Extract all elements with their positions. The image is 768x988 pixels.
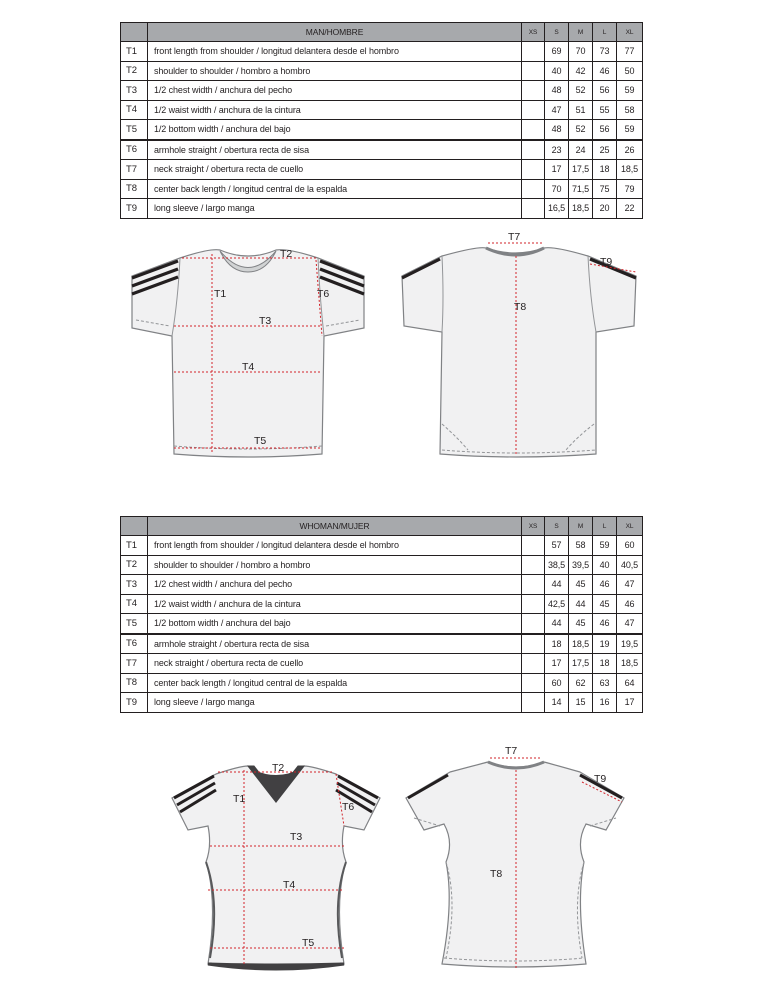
value-xl-cell: 40,5 [617, 555, 643, 575]
value-s-cell: 16,5 [545, 199, 569, 219]
measure-code-cell: T8 [121, 673, 148, 693]
measure-code-cell: T2 [121, 555, 148, 575]
value-xl-cell: 22 [617, 199, 643, 219]
t5-label: T5 [302, 937, 315, 949]
t4-label: T4 [242, 361, 255, 373]
value-xl-cell: 47 [617, 575, 643, 595]
value-s-cell: 23 [545, 140, 569, 160]
measure-description-cell: shoulder to shoulder / hombro a hombro [148, 555, 522, 575]
table-row [121, 199, 643, 219]
table-row [121, 140, 643, 160]
measure-code-cell: T4 [121, 100, 148, 120]
value-xl-cell: 79 [617, 179, 643, 199]
table-row [121, 673, 643, 693]
value-xs-cell [522, 179, 545, 199]
value-s-cell: 48 [545, 81, 569, 101]
size-header-m: M [569, 23, 593, 42]
measure-code-cell: T3 [121, 81, 148, 101]
measure-description-cell: 1/2 chest width / anchura del pecho [148, 81, 522, 101]
measure-code-cell: T1 [121, 42, 148, 62]
value-s-cell: 60 [545, 673, 569, 693]
table-row [121, 120, 643, 140]
table-header-row [121, 517, 643, 536]
value-m-cell: 18,5 [569, 199, 593, 219]
measure-description-cell: neck straight / obertura recta de cuello [148, 654, 522, 674]
value-m-cell: 51 [569, 100, 593, 120]
value-xs-cell [522, 120, 545, 140]
value-l-cell: 56 [593, 120, 617, 140]
measure-description-cell: front length from shoulder / longitud delantera desde el hombro [148, 42, 522, 62]
value-m-cell: 52 [569, 81, 593, 101]
value-xs-cell [522, 693, 545, 713]
measure-code-cell: T6 [121, 634, 148, 654]
measure-code-cell: T5 [121, 614, 148, 634]
size-header-xl: XL [617, 517, 643, 536]
measure-description-cell: center back length / longitud central de la espalda [148, 673, 522, 693]
woman-back-diagram [400, 742, 632, 974]
size-header-s: S [545, 23, 569, 42]
value-l-cell: 46 [593, 614, 617, 634]
measure-description-cell: 1/2 chest width / anchura del pecho [148, 575, 522, 595]
value-l-cell: 25 [593, 140, 617, 160]
measure-description-cell: neck straight / obertura recta de cuello [148, 160, 522, 180]
table-row [121, 634, 643, 654]
value-xl-cell: 58 [617, 100, 643, 120]
size-header-s: S [545, 517, 569, 536]
measure-code-cell: T3 [121, 575, 148, 595]
man-back-diagram [390, 228, 650, 464]
value-xs-cell [522, 594, 545, 614]
value-l-cell: 73 [593, 42, 617, 62]
value-xs-cell [522, 42, 545, 62]
size-header-xs: XS [522, 23, 545, 42]
value-l-cell: 16 [593, 693, 617, 713]
value-s-cell: 38,5 [545, 555, 569, 575]
size-header-m: M [569, 517, 593, 536]
value-xs-cell [522, 614, 545, 634]
measure-description-cell: armhole straight / obertura recta de sisa [148, 140, 522, 160]
value-l-cell: 20 [593, 199, 617, 219]
t4-label: T4 [283, 879, 296, 891]
value-l-cell: 56 [593, 81, 617, 101]
value-xl-cell: 64 [617, 673, 643, 693]
value-m-cell: 44 [569, 594, 593, 614]
value-m-cell: 45 [569, 575, 593, 595]
value-s-cell: 40 [545, 61, 569, 81]
value-l-cell: 18 [593, 654, 617, 674]
value-xl-cell: 18,5 [617, 654, 643, 674]
value-xl-cell: 47 [617, 614, 643, 634]
measure-description-cell: long sleeve / largo manga [148, 199, 522, 219]
value-xl-cell: 60 [617, 536, 643, 556]
table-row [121, 160, 643, 180]
value-m-cell: 52 [569, 120, 593, 140]
value-m-cell: 70 [569, 42, 593, 62]
measure-code-cell: T2 [121, 61, 148, 81]
value-xs-cell [522, 673, 545, 693]
measure-description-cell: shoulder to shoulder / hombro a hombro [148, 61, 522, 81]
value-l-cell: 45 [593, 594, 617, 614]
value-m-cell: 42 [569, 61, 593, 81]
measure-code-cell: T1 [121, 536, 148, 556]
table-row [121, 179, 643, 199]
value-xl-cell: 59 [617, 120, 643, 140]
header-code-cell [121, 517, 148, 536]
t5-label: T5 [254, 435, 267, 447]
value-xs-cell [522, 140, 545, 160]
measure-code-cell: T8 [121, 179, 148, 199]
value-xl-cell: 17 [617, 693, 643, 713]
measure-description-cell: 1/2 waist width / anchura de la cintura [148, 100, 522, 120]
value-l-cell: 40 [593, 555, 617, 575]
value-m-cell: 17,5 [569, 654, 593, 674]
size-header-xs: XS [522, 517, 545, 536]
value-xs-cell [522, 536, 545, 556]
man-size-table [120, 22, 643, 219]
table-row [121, 555, 643, 575]
value-s-cell: 17 [545, 654, 569, 674]
value-s-cell: 42,5 [545, 594, 569, 614]
header-code-cell [121, 23, 148, 42]
value-l-cell: 59 [593, 536, 617, 556]
t6-label: T6 [317, 288, 330, 300]
measure-description-cell: center back length / longitud central de la espalda [148, 179, 522, 199]
value-xs-cell [522, 81, 545, 101]
value-s-cell: 48 [545, 120, 569, 140]
value-xl-cell: 50 [617, 61, 643, 81]
t7-label: T7 [508, 231, 521, 243]
table-row [121, 536, 643, 556]
measure-code-cell: T9 [121, 199, 148, 219]
t3-label: T3 [290, 831, 303, 843]
t9-label: T9 [600, 256, 613, 268]
value-l-cell: 18 [593, 160, 617, 180]
man-front-diagram [118, 240, 378, 462]
table-header-row [121, 23, 643, 42]
woman-back-shirt-shape [406, 762, 624, 967]
table-row [121, 693, 643, 713]
t3-label: T3 [259, 315, 272, 327]
value-xs-cell [522, 61, 545, 81]
value-s-cell: 69 [545, 42, 569, 62]
value-xs-cell [522, 160, 545, 180]
woman-front-diagram [168, 752, 390, 974]
t6-label: T6 [342, 801, 355, 813]
value-s-cell: 18 [545, 634, 569, 654]
value-xs-cell [522, 654, 545, 674]
size-header-l: L [593, 517, 617, 536]
value-xs-cell [522, 634, 545, 654]
value-m-cell: 62 [569, 673, 593, 693]
value-s-cell: 47 [545, 100, 569, 120]
table-row [121, 42, 643, 62]
value-m-cell: 71,5 [569, 179, 593, 199]
value-l-cell: 19 [593, 634, 617, 654]
value-xs-cell [522, 575, 545, 595]
measure-code-cell: T9 [121, 693, 148, 713]
table-row [121, 614, 643, 634]
value-m-cell: 39,5 [569, 555, 593, 575]
value-s-cell: 44 [545, 575, 569, 595]
value-l-cell: 46 [593, 575, 617, 595]
table-row [121, 81, 643, 101]
measure-code-cell: T7 [121, 160, 148, 180]
table-title: MAN/HOMBRE [148, 23, 522, 42]
t2-label: T2 [280, 248, 293, 260]
measure-code-cell: T5 [121, 120, 148, 140]
value-xl-cell: 18,5 [617, 160, 643, 180]
value-s-cell: 17 [545, 160, 569, 180]
table-title: WHOMAN/MUJER [148, 517, 522, 536]
table-row [121, 594, 643, 614]
value-xs-cell [522, 555, 545, 575]
value-m-cell: 15 [569, 693, 593, 713]
value-s-cell: 57 [545, 536, 569, 556]
t9-label: T9 [594, 773, 607, 785]
value-xl-cell: 77 [617, 42, 643, 62]
measure-code-cell: T4 [121, 594, 148, 614]
measure-code-cell: T6 [121, 140, 148, 160]
measure-description-cell: armhole straight / obertura recta de sisa [148, 634, 522, 654]
measure-code-cell: T7 [121, 654, 148, 674]
woman-size-table [120, 516, 643, 713]
value-l-cell: 63 [593, 673, 617, 693]
value-m-cell: 17,5 [569, 160, 593, 180]
value-m-cell: 45 [569, 614, 593, 634]
t1-label: T1 [233, 793, 246, 805]
table-row [121, 61, 643, 81]
value-l-cell: 46 [593, 61, 617, 81]
value-s-cell: 70 [545, 179, 569, 199]
table-row [121, 100, 643, 120]
table-row [121, 654, 643, 674]
value-xs-cell [522, 100, 545, 120]
man-back-shirt-shape [402, 248, 636, 457]
size-header-xl: XL [617, 23, 643, 42]
t1-label: T1 [214, 288, 227, 300]
value-m-cell: 18,5 [569, 634, 593, 654]
value-xl-cell: 46 [617, 594, 643, 614]
measure-description-cell: long sleeve / largo manga [148, 693, 522, 713]
value-m-cell: 24 [569, 140, 593, 160]
measure-description-cell: 1/2 bottom width / anchura del bajo [148, 120, 522, 140]
value-s-cell: 14 [545, 693, 569, 713]
value-xl-cell: 59 [617, 81, 643, 101]
t8-label: T8 [514, 301, 527, 313]
value-xl-cell: 26 [617, 140, 643, 160]
t2-label: T2 [272, 762, 285, 774]
t8-label: T8 [490, 868, 503, 880]
value-l-cell: 75 [593, 179, 617, 199]
size-header-l: L [593, 23, 617, 42]
measure-description-cell: front length from shoulder / longitud delantera desde el hombro [148, 536, 522, 556]
value-xl-cell: 19,5 [617, 634, 643, 654]
measure-description-cell: 1/2 bottom width / anchura del bajo [148, 614, 522, 634]
measure-description-cell: 1/2 waist width / anchura de la cintura [148, 594, 522, 614]
value-m-cell: 58 [569, 536, 593, 556]
table-row [121, 575, 643, 595]
value-l-cell: 55 [593, 100, 617, 120]
t7-label: T7 [505, 745, 518, 757]
value-xs-cell [522, 199, 545, 219]
value-s-cell: 44 [545, 614, 569, 634]
